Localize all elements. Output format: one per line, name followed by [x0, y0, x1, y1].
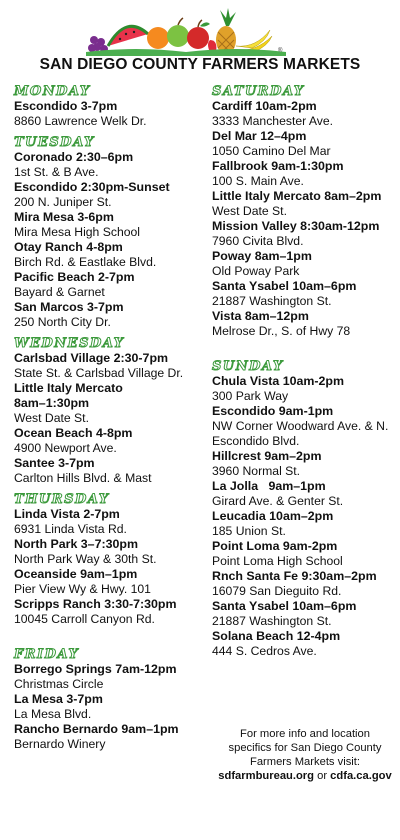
market-address: 1050 Camino Del Mar	[212, 144, 331, 158]
market-address: 6931 Linda Vista Rd.	[14, 522, 127, 536]
footer-links	[212, 769, 398, 783]
right-column	[212, 84, 398, 659]
market-name: Cardiff 10am-2pm	[212, 99, 317, 113]
market-address: 200 N. Juniper St.	[14, 195, 112, 209]
market-name: Otay Ranch 4-8pm	[14, 240, 123, 254]
market-name: Rancho Bernardo 9am–1pm	[14, 722, 179, 736]
market-address: Christmas Circle	[14, 677, 104, 691]
svg-text:®: ®	[278, 48, 283, 54]
market-name: Poway 8am–1pm	[212, 249, 312, 263]
market-address: Bernardo Winery	[14, 737, 106, 751]
market-name: Escondido 3-7pm	[14, 99, 118, 113]
market-address: 300 Park Way	[212, 389, 289, 403]
market-name: Linda Vista 2-7pm	[14, 507, 120, 521]
market-address: 250 North City Dr.	[14, 315, 111, 329]
market-address: 21887 Washington St.	[212, 614, 332, 628]
footer-line: For more info and location	[240, 728, 370, 740]
market-address: 16079 San Dieguito Rd.	[212, 584, 342, 598]
market-address: 8860 Lawrence Welk Dr.	[14, 114, 147, 128]
footer-line: Farmers Markets visit:	[249, 756, 361, 768]
footer-or: or	[314, 770, 331, 782]
market-name: Ocean Beach 4-8pm	[14, 426, 133, 440]
market-address: Carlton Hills Blvd. & Mast	[14, 471, 152, 485]
day-heading-saturday: SATURDAY	[212, 84, 305, 99]
market-name: Santa Ysabel 10am–6pm	[212, 599, 357, 613]
market-name: Hillcrest 9am–2pm	[212, 449, 322, 463]
market-address: La Mesa Blvd.	[14, 707, 92, 721]
market-address: 1st St. & B Ave.	[14, 165, 99, 179]
market-address: Melrose Dr., S. of Hwy 78	[212, 324, 351, 338]
market-name: La Jolla 9am–1pm	[212, 479, 326, 493]
market-address: 4900 Newport Ave.	[14, 441, 117, 455]
market-address: West Date St.	[212, 204, 287, 218]
market-name: Escondido 2:30pm-Sunset	[14, 180, 170, 194]
market-name: Scripps Ranch 3:30-7:30pm	[14, 597, 177, 611]
market-name: Santee 3-7pm	[14, 456, 95, 470]
day-heading-monday: MONDAY	[14, 84, 91, 99]
market-name: Fallbrook 9am-1:30pm	[212, 159, 344, 173]
market-address: 10045 Carroll Canyon Rd.	[14, 612, 155, 626]
market-address: 100 S. Main Ave.	[212, 174, 304, 188]
market-address: Old Poway Park	[212, 264, 300, 278]
market-name: Vista 8am–12pm	[212, 309, 309, 323]
page-title: SAN DIEGO COUNTY FARMERS MARKETS	[39, 56, 361, 73]
market-address: Point Loma High School	[212, 554, 343, 568]
market-name: Del Mar 12–4pm	[212, 129, 307, 143]
cdfa-link[interactable]: cdfa.ca.gov	[330, 770, 392, 782]
fruits-vegetables-icon	[86, 6, 286, 56]
market-name: Oceanside 9am–1pm	[14, 567, 138, 581]
market-name: Rnch Santa Fe 9:30am–2pm	[212, 569, 377, 583]
market-address: Bayard & Garnet	[14, 285, 105, 299]
sdfarmbureau-link[interactable]: sdfarmbureau.org	[218, 770, 314, 782]
market-name: San Marcos 3-7pm	[14, 300, 124, 314]
market-address: North Park Way & 30th St.	[14, 552, 157, 566]
market-address: 185 Union St.	[212, 524, 286, 538]
market-name: Borrego Springs 7am-12pm	[14, 662, 177, 676]
market-name: Santa Ysabel 10am–6pm	[212, 279, 357, 293]
market-address: Pier View Wy & Hwy. 101	[14, 582, 151, 596]
market-name: Carlsbad Village 2:30-7pm	[14, 351, 169, 365]
day-heading-tuesday: TUESDAY	[14, 135, 95, 150]
day-heading-sunday: SUNDAY	[212, 359, 284, 374]
market-hours: 8am–1:30pm	[14, 396, 90, 410]
market-address: 444 S. Cedros Ave.	[212, 644, 317, 658]
market-name: Solana Beach 12-4pm	[212, 629, 341, 643]
market-address: 21887 Washington St.	[212, 294, 332, 308]
market-name: Little Italy Mercato 8am–2pm	[212, 189, 382, 203]
market-address: Birch Rd. & Eastlake Blvd.	[14, 255, 157, 269]
market-address: Girard Ave. & Genter St.	[212, 494, 344, 508]
day-heading-friday: FRIDAY	[14, 647, 80, 662]
market-name: North Park 3–7:30pm	[14, 537, 138, 551]
market-name: Leucadia 10am–2pm	[212, 509, 334, 523]
market-address: West Date St.	[14, 411, 89, 425]
market-address: 3333 Manchester Ave.	[212, 114, 334, 128]
market-name: Coronado 2:30–6pm	[14, 150, 134, 164]
day-heading-wednesday: WEDNESDAY	[14, 336, 125, 351]
market-name: Escondido 9am-1pm	[212, 404, 334, 418]
market-name: Mira Mesa 3-6pm	[14, 210, 114, 224]
market-name: La Mesa 3-7pm	[14, 692, 103, 706]
info-footer	[212, 727, 398, 783]
market-address-line2: Escondido Blvd.	[212, 434, 300, 448]
market-address: NW Corner Woodward Ave. & N.	[212, 419, 389, 433]
day-heading-thursday: THURSDAY	[14, 492, 110, 507]
market-name: Pacific Beach 2-7pm	[14, 270, 135, 284]
market-address: 7960 Civita Blvd.	[212, 234, 304, 248]
market-address: 3960 Normal St.	[212, 464, 301, 478]
market-name: Little Italy Mercato	[14, 381, 123, 395]
left-column	[14, 84, 204, 752]
footer-line: specifics for San Diego County	[228, 742, 382, 754]
market-address: Mira Mesa High School	[14, 225, 140, 239]
market-address: State St. & Carlsbad Village Dr.	[14, 366, 184, 380]
market-name: Mission Valley 8:30am-12pm	[212, 219, 380, 233]
market-name: Chula Vista 10am-2pm	[212, 374, 344, 388]
market-name: Point Loma 9am-2pm	[212, 539, 338, 553]
